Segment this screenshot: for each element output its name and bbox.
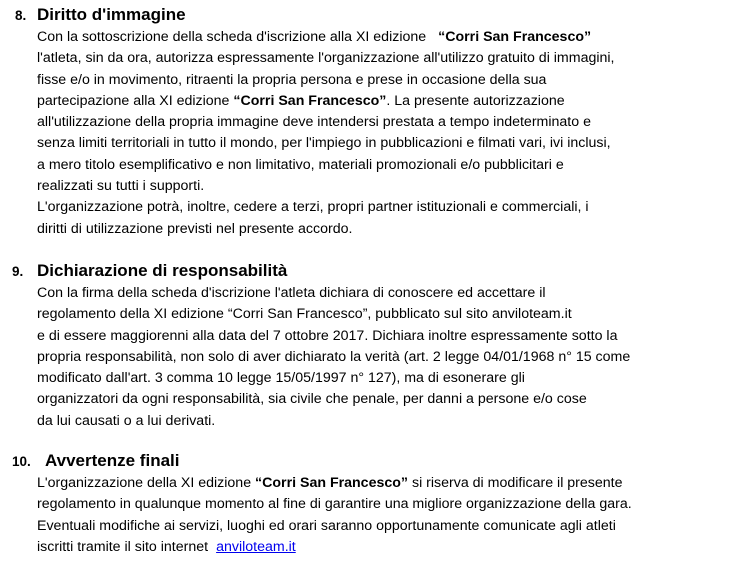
text-line: all'utilizzazione della propria immagine deve intendersi prestata a tempo indeterminato e [37,114,591,131]
text-line [37,473,632,494]
section-title: Diritto d'immagine [37,5,186,24]
text-line: senza limiti territoriali in tutto il mondo, per l'impiego in pubblicazioni e filmati vari, ivi inclusi, [37,135,611,152]
text-line: a mero titolo esemplificativo e non limitativo, materiali promozionali e/o pubblicitari e [37,156,564,173]
section-number: 9. [12,264,24,279]
text-segment: iscritti tramite il sito internet [37,538,209,555]
text-segment: Con la sottoscrizione della scheda d'iscrizione alla XI edizione [37,29,427,45]
text-line: fisse e/o in movimento, ritraenti la propria persona e prese in occasione della sua [37,71,547,88]
section-diritto-immagine [0,5,730,237]
text-segment: partecipazione alla XI edizione [37,92,230,109]
text-line: Con la firma della scheda d'iscrizione l'atleta dichiara di conoscere ed accettare il [37,285,546,301]
section-title: Avvertenze finali [45,451,180,470]
section-avvertenze-finali [0,451,730,555]
event-name: “Corri San Francesco” [438,29,592,45]
text-line: l'atleta, sin da ora, autorizza espressamente l'organizzazione all'utilizzo gratuito di immagini, [37,50,615,67]
text-line [37,91,615,112]
event-name: “Corri San Francesco” [255,475,409,491]
event-name: “Corri San Francesco” [233,92,387,109]
text-line [37,537,632,558]
text-line [37,27,615,48]
section-number: 8. [15,8,27,23]
text-segment: si riserva di modificare il presente [411,475,623,491]
website-link[interactable]: anviloteam.it [216,538,296,555]
text-line: organizzatori da ogni responsabilità, sia civile che penale, per danni a persone e/o cose [37,391,587,408]
text-line: modificato dall'art. 3 comma 10 legge 15/05/1997 n° 127), ma di esonerare gli [37,370,525,387]
text-line: Eventuali modifiche ai servizi, luoghi ed orari saranno opportunamente comunicate agli atleti [37,517,616,534]
text-line: regolamento della XI edizione “Corri San Francesco”, pubblicato sul sito anviloteam.it [37,306,572,323]
text-line: diritti di utilizzazione previsti nel presente accordo. [37,220,353,237]
section-number: 10. [12,454,31,469]
text-line: realizzati su tutti i supporti. [37,178,205,195]
text-line: regolamento in qualunque momento al fine di garantire una migliore organizzazione della gara. [37,496,632,513]
section-title: Dichiarazione di responsabilità [37,261,288,280]
text-line: e di essere maggiorenni alla data del 7 ottobre 2017. Dichiara inoltre espressamente sotto la [37,327,618,344]
text-segment: L'organizzazione della XI edizione [37,475,252,491]
section-dichiarazione-responsabilita [0,261,730,429]
text-line: L'organizzazione potrà, inoltre, cedere a terzi, propri partner istituzionali e commerciali, i [37,199,589,216]
text-segment: . La presente autorizzazione [386,92,565,109]
text-line: da lui causati o a lui derivati. [37,412,216,429]
text-line: propria responsabilità, non solo di aver dichiarato la verità (art. 2 legge 04/01/1968 n° 15 come [37,348,631,365]
